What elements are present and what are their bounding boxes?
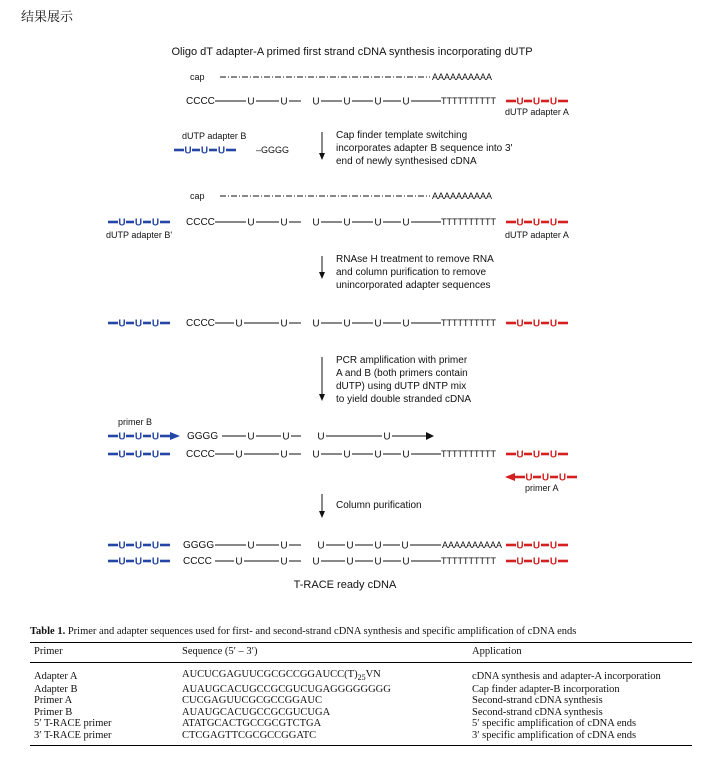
step3-arrow-head xyxy=(319,272,325,279)
cell-application: 5′ specific amplification of cDNA ends xyxy=(472,718,637,730)
adapter-b-prime-u-label: U xyxy=(118,449,126,461)
adapter-b-u-label: U xyxy=(184,145,192,157)
adapter-a-u-label: U xyxy=(516,540,524,552)
gggg-label: GGGG xyxy=(183,540,215,551)
adapter-b-prime-u-label: U xyxy=(118,217,126,229)
final-bottom-strand-u-label: U xyxy=(402,556,410,568)
table-row xyxy=(30,707,692,719)
adapter-b-prime-u-label: U xyxy=(151,449,160,461)
second-strand-u-label: U xyxy=(317,431,325,443)
step3-text-line: unincorporated adapter sequences xyxy=(336,280,491,291)
cell-sequence: AUAUGCACUGCCGCGUCUGAGGGGGGGG xyxy=(182,683,391,695)
poly-t-label: TTTTTTTTTT xyxy=(441,217,496,227)
adapter-b-prime-label: dUTP adapter B' xyxy=(106,230,173,240)
first-strand-u-label: U xyxy=(343,217,351,229)
adapter-a-u-label: U xyxy=(532,217,541,229)
second-strand-u-label: U xyxy=(282,431,290,443)
cap-label: cap xyxy=(190,191,205,201)
cell-application: Second-strand cDNA synthesis xyxy=(472,695,603,707)
cell-primer: 3′ T-RACE primer xyxy=(30,730,178,746)
adapter-a-u-label: U xyxy=(516,96,524,108)
adapter-b-u-label: U xyxy=(118,540,126,552)
final-bottom-strand-u-label: U xyxy=(235,556,243,568)
adapter-a-u-label: U xyxy=(549,449,558,461)
cdna-strand-u-label: U xyxy=(402,318,410,330)
cdna-strand-u-label: U xyxy=(235,318,243,330)
adapter-a-u-label: U xyxy=(516,217,524,229)
first-strand-u-label: U xyxy=(312,449,320,461)
first-strand-u-label: U xyxy=(402,96,410,108)
step4-text-line: dUTP) using dUTP dNTP mix xyxy=(336,381,467,392)
table-row xyxy=(30,695,692,707)
cccc-label: CCCC xyxy=(186,318,215,329)
first-strand-u-label: U xyxy=(280,217,288,229)
final-bottom-strand-u-label: U xyxy=(346,556,354,568)
primer-a-label: primer A xyxy=(525,483,559,493)
step4-text-line: A and B (both primers contain xyxy=(336,368,468,379)
cell-sequence: $AUCUCGAGUUCGCGCCGGAUCC(T)_{25}VN$ xyxy=(182,669,381,683)
first-strand-u-label: U xyxy=(402,217,410,229)
final-top-strand-u-label: U xyxy=(280,540,288,552)
second-strand-u-label: U xyxy=(247,431,255,443)
poly-a-label: AAAAAAAAAA xyxy=(432,191,493,201)
poly-a-label: AAAAAAAAAA xyxy=(432,72,493,82)
cell-primer: Primer A xyxy=(34,695,73,707)
poly-t-label: TTTTTTTTTT xyxy=(441,96,496,106)
adapter-b-gggg-label: –GGGG xyxy=(256,145,290,155)
adapter-b-u-label: U xyxy=(200,145,209,157)
first-strand-u-label: U xyxy=(374,449,382,461)
diagram-title: Oligo dT adapter-A primed first strand cDNA synthesis incorporating dUTP xyxy=(171,46,533,58)
primer-b-arrowhead xyxy=(170,432,180,440)
step5-text: Column purification xyxy=(336,500,422,511)
adapter-a-label: dUTP adapter A xyxy=(505,230,569,240)
step3-text-line: and column purification to remove xyxy=(336,267,487,278)
primer-a-arrowhead xyxy=(505,473,515,481)
adapter-b-u-label: U xyxy=(134,540,143,552)
final-top-strand-u-label: U xyxy=(346,540,354,552)
cell-application: Second-strand cDNA synthesis xyxy=(472,706,603,718)
cccc-label: CCCC xyxy=(186,217,215,228)
table-row xyxy=(30,730,692,746)
first-strand-u-label: U xyxy=(247,217,255,229)
table-row xyxy=(30,684,692,696)
cdna-strand-u-label: U xyxy=(343,318,351,330)
adapter-a-u-label: U xyxy=(532,556,541,568)
first-strand-u-label: U xyxy=(374,96,382,108)
adapter-b-label: dUTP adapter B xyxy=(182,131,247,141)
gggg-label: GGGG xyxy=(187,431,219,442)
final-bottom-strand-u-label: U xyxy=(312,556,320,568)
first-strand-u-label: U xyxy=(402,449,410,461)
primer-b-label: primer B xyxy=(118,417,153,427)
adapter-b-prime-u-label: U xyxy=(134,217,143,229)
final-top-strand-u-label: U xyxy=(401,540,409,552)
final-bottom-strand-u-label: U xyxy=(280,556,288,568)
table-row xyxy=(30,718,692,730)
step2-arrow-head xyxy=(319,153,325,160)
primer-b-u-label: U xyxy=(134,431,143,443)
col-header-primer: Primer xyxy=(30,643,178,663)
cell-sequence: AUAUGCACUGCCGCGUCUGA xyxy=(182,706,331,718)
adapter-a-u-label: U xyxy=(549,318,558,330)
cell-sequence: CUCGAGUUCGCGCCGGAUC xyxy=(182,695,323,707)
first-strand-u-label: U xyxy=(235,449,243,461)
step4-text-line: to yield double stranded cDNA xyxy=(336,394,472,405)
cap-label: cap xyxy=(190,72,205,82)
table-caption-label: Table 1. xyxy=(30,626,66,637)
cdna-strand-u-label: U xyxy=(280,318,288,330)
cell-primer: Adapter A xyxy=(34,670,78,682)
cccc-label: CCCC xyxy=(186,449,215,460)
cell-primer: Primer B xyxy=(34,706,73,718)
cdna-strand-u-label: U xyxy=(374,318,382,330)
cell-sequence: ATATGCACTGCCGCGTCTGA xyxy=(182,718,322,730)
first-strand-u-label: U xyxy=(247,96,255,108)
primer-b-u-label: U xyxy=(118,431,126,443)
adapter-a-u-label: U xyxy=(549,217,558,229)
first-strand-u-label: U xyxy=(374,217,382,229)
cccc-label: CCCC xyxy=(186,96,215,107)
first-strand-u-label: U xyxy=(343,449,351,461)
step3-text-line: RNAse H treatment to remove RNA xyxy=(336,254,494,265)
primer-a-u-label: U xyxy=(541,472,550,484)
adapter-a-u-label: U xyxy=(516,556,524,568)
poly-t-label: TTTTTTTTTT xyxy=(441,318,496,328)
final-top-strand-u-label: U xyxy=(247,540,255,552)
adapter-a-u-label: U xyxy=(549,540,558,552)
cell-application: Cap finder adapter-B incorporation xyxy=(472,683,620,695)
adapter-b-prime-u-label: U xyxy=(134,318,143,330)
poly-t-label: TTTTTTTTTT xyxy=(441,556,496,566)
adapter-a-u-label: U xyxy=(532,540,541,552)
table-caption-text: Primer and adapter sequences used for first- and second-strand cDNA synthesis and specific amplification of cDNA ends xyxy=(65,626,577,637)
primer-b-u-label: U xyxy=(151,431,160,443)
first-strand-u-label: U xyxy=(312,217,320,229)
final-bottom-strand-u-label: U xyxy=(374,556,382,568)
adapter-b-prime-u-label: U xyxy=(151,217,160,229)
bottom-label: T-RACE ready cDNA xyxy=(293,579,397,591)
table-row xyxy=(30,663,692,684)
poly-t-label: TTTTTTTTTT xyxy=(441,449,496,459)
section-title: 结果展示 xyxy=(21,10,74,25)
adapter-b-u-label: U xyxy=(217,145,226,157)
table-caption xyxy=(30,626,692,637)
adapter-b-prime-u-label: U xyxy=(118,556,126,568)
adapter-a-label: dUTP adapter A xyxy=(505,107,569,117)
first-strand-u-label: U xyxy=(280,449,288,461)
cell-sequence: CTCGAGTTCGCGCCGGATC xyxy=(178,730,468,746)
first-strand-u-label: U xyxy=(312,96,320,108)
col-header-sequence: Sequence (5′ – 3′) xyxy=(178,643,468,663)
step5-arrow-head xyxy=(319,511,325,518)
adapter-a-u-label: U xyxy=(516,318,524,330)
primer-table-section xyxy=(30,626,692,746)
cdna-strand-u-label: U xyxy=(312,318,320,330)
step4-arrow-head xyxy=(319,394,325,401)
step2-text-line: end of newly synthesised cDNA xyxy=(336,156,477,167)
cccc-label: CCCC xyxy=(183,556,212,567)
cell-primer: Adapter B xyxy=(34,683,78,695)
adapter-a-u-label: U xyxy=(549,556,558,568)
primer-table xyxy=(30,642,692,746)
col-header-application: Application xyxy=(468,643,692,663)
adapter-a-u-label: U xyxy=(532,318,541,330)
second-strand-u-label: U xyxy=(383,431,391,443)
cell-application: cDNA synthesis and adapter-A incorporation xyxy=(472,670,661,682)
primer-a-u-label: U xyxy=(525,472,533,484)
adapter-b-prime-u-label: U xyxy=(118,318,126,330)
adapter-b-u-label: U xyxy=(151,540,160,552)
adapter-a-u-label: U xyxy=(532,449,541,461)
first-strand-u-label: U xyxy=(343,96,351,108)
final-top-strand-u-label: U xyxy=(374,540,382,552)
adapter-a-u-label: U xyxy=(516,449,524,461)
adapter-b-prime-u-label: U xyxy=(151,318,160,330)
adapter-a-u-label: U xyxy=(532,96,541,108)
adapter-b-prime-u-label: U xyxy=(151,556,160,568)
primer-a-u-label: U xyxy=(558,472,567,484)
final-top-strand-u-label: U xyxy=(317,540,325,552)
cell-application: 3′ specific amplification of cDNA ends xyxy=(468,730,692,746)
step4-text-line: PCR amplification with primer xyxy=(336,355,468,366)
poly-a-label: AAAAAAAAAA xyxy=(442,540,503,550)
cell-primer: 5′ T-RACE primer xyxy=(34,718,112,730)
adapter-a-u-label: U xyxy=(549,96,558,108)
first-strand-u-label: U xyxy=(280,96,288,108)
step2-text-line: incorporates adapter B sequence into 3' xyxy=(336,143,513,154)
adapter-b-prime-u-label: U xyxy=(134,556,143,568)
step2-text-line: Cap finder template switching xyxy=(336,130,468,141)
adapter-b-prime-u-label: U xyxy=(134,449,143,461)
